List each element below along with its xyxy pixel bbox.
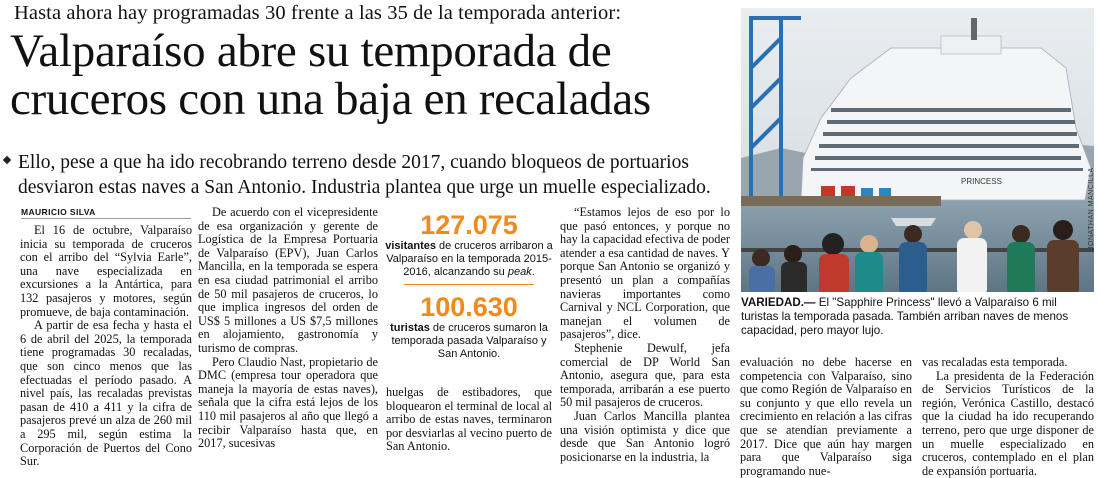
stat-divider	[404, 284, 534, 285]
paragraph: evaluación no debe hacerse en competencia con Valparaíso, sino que como Región de Valparaíso en su conjunto y que ello revela un crecimiento en relación a las cifras que se atendían previamente a 2017. Dice que aún hay margen para que Valparaíso siga programando nue-	[740, 355, 912, 478]
headline-line-2: cruceros con una baja en recaladas	[10, 73, 651, 125]
photo-credit: JONATHAN MANCILLA	[1088, 167, 1095, 250]
cruise-ship-photo	[741, 8, 1094, 292]
paragraph: Stephenie Dewulf, jefa comercial de DP World San Antonio, asegura que, para esta temporada, arribarán a ese puerto 50 mil pasajeros de cruceros.	[560, 340, 730, 410]
stat-number: 100.630	[420, 292, 518, 322]
caption-text: El "Sapphire Princess" llevó a Valparaíso 6 mil turistas la temporada pasada. También arriban naves de menos capacidad, pero mayor lujo.	[741, 296, 1069, 337]
stat-description	[384, 322, 554, 361]
byline-rule	[21, 218, 191, 219]
photo-illustration	[741, 8, 1094, 292]
column-3	[386, 386, 552, 454]
column-4	[560, 206, 730, 464]
paragraph: “Estamos lejos de eso por lo que pasó entonces, y porque no hay la capacidad efectiva de poder atender a esa cantidad de naves. Y porque San Antonio se organizó y presentó un plan a compañías navieras importantes como Carnival y NCL Corporation, que manejan el volumen de pasajeros”, dice.	[560, 205, 730, 342]
paragraph: De acuerdo con el vicepresidente de esa organización y gerente de Logística de la Empresa Portuaria de Valparaíso (EPV), Juan Carlos Mancilla, en la temporada se espera en esa ciudad patrimonial el arribo de 50 mil pasajeros de cruceros, lo que implica ingresos del orden de US$ 5 millones a US $7,5 millones en alojamiento, gastronomía y turismo de compras.	[198, 205, 378, 355]
stat-box-tourists	[384, 292, 554, 361]
column-2	[198, 206, 378, 451]
stat-keyword: visitantes	[385, 240, 436, 252]
stat-box-visitors	[384, 210, 554, 279]
paragraph: huelgas de estibadores, que bloquearon el terminal de local al arribo de estas naves, terminaron por desviarlas al vecino puerto de San Antonio.	[386, 385, 552, 454]
stat-body: de cruceros arribaron a Valparaíso en la temporada 2015-2016, alcanzando su	[386, 240, 553, 278]
ship-name-text: PRINCESS	[961, 177, 1002, 186]
stat-emphasis: peak	[507, 266, 532, 278]
column-1	[20, 224, 192, 469]
byline: MAURICIO SILVA	[21, 207, 96, 217]
stat-description	[384, 240, 554, 279]
caption-label: VARIEDAD.—	[741, 296, 816, 309]
paragraph: Pero Claudio Nast, propietario de DMC (empresa tour operadora que maneja la mayoría de estas naves), señala que la cifra está lejos de los 110 mil pasajeros al año que llegó a recibir Valparaíso hasta que, en 2017, sucesivas	[198, 354, 378, 451]
headline-line-1: Valparaíso abre su temporada de	[10, 25, 612, 77]
paragraph: A partir de esa fecha y hasta el 6 de abril del 2025, la temporada tiene programadas 30 recaladas, que son cinco menos que las efectuadas el período pasado. A nivel país, las recaladas previstas pasan de 410 a 411 y la cifra de pasajeros prevé un alza de 260 mil a 295 mil, según estima la Corporación de Puertos del Cono Sur.	[20, 318, 192, 469]
stat-body: de cruceros sumaron la temporada pasada Valparaíso y San Antonio.	[391, 322, 548, 360]
photo-caption	[741, 296, 1094, 337]
column-6	[922, 356, 1094, 478]
paragraph: vas recaladas esta temporada.	[922, 355, 1068, 369]
stat-keyword: turistas	[390, 322, 430, 334]
paragraph: La presidenta de la Federación de Servicios Turísticos de la región, Verónica Castillo, destacó que la ciudad ha ido recuperando terreno, pero que urge disponer de un muelle especializado en cruceros, contemplado en el plan de expansión portuaria.	[922, 368, 1094, 478]
lead-bullet-icon	[3, 156, 11, 164]
column-5	[740, 356, 912, 478]
stat-number: 127.075	[420, 210, 518, 240]
paragraph: Juan Carlos Mancilla plantea una visión optimista y dice que desde que San Antonio logró posicionarse en la industria, la	[560, 408, 730, 464]
kicker: Hasta ahora hay programadas 30 frente a las 35 de la temporada anterior:	[14, 2, 622, 24]
paragraph: El 16 de octubre, Valparaíso inicia su temporada de cruceros con el arribo del “Sylvia Earle”, una nave especializada en excursiones a la Antártica, para 132 pasajeros y motores, según promueve, de baja contaminación.	[20, 223, 192, 319]
stat-end: .	[531, 266, 535, 278]
lead-paragraph: Ello, pese a que ha ido recobrando terreno desde 2017, cuando bloqueos de portuarios desviaron estas naves a San Antonio. Industria plantea que urge un muelle especializado.	[18, 152, 711, 198]
headline	[10, 27, 738, 123]
